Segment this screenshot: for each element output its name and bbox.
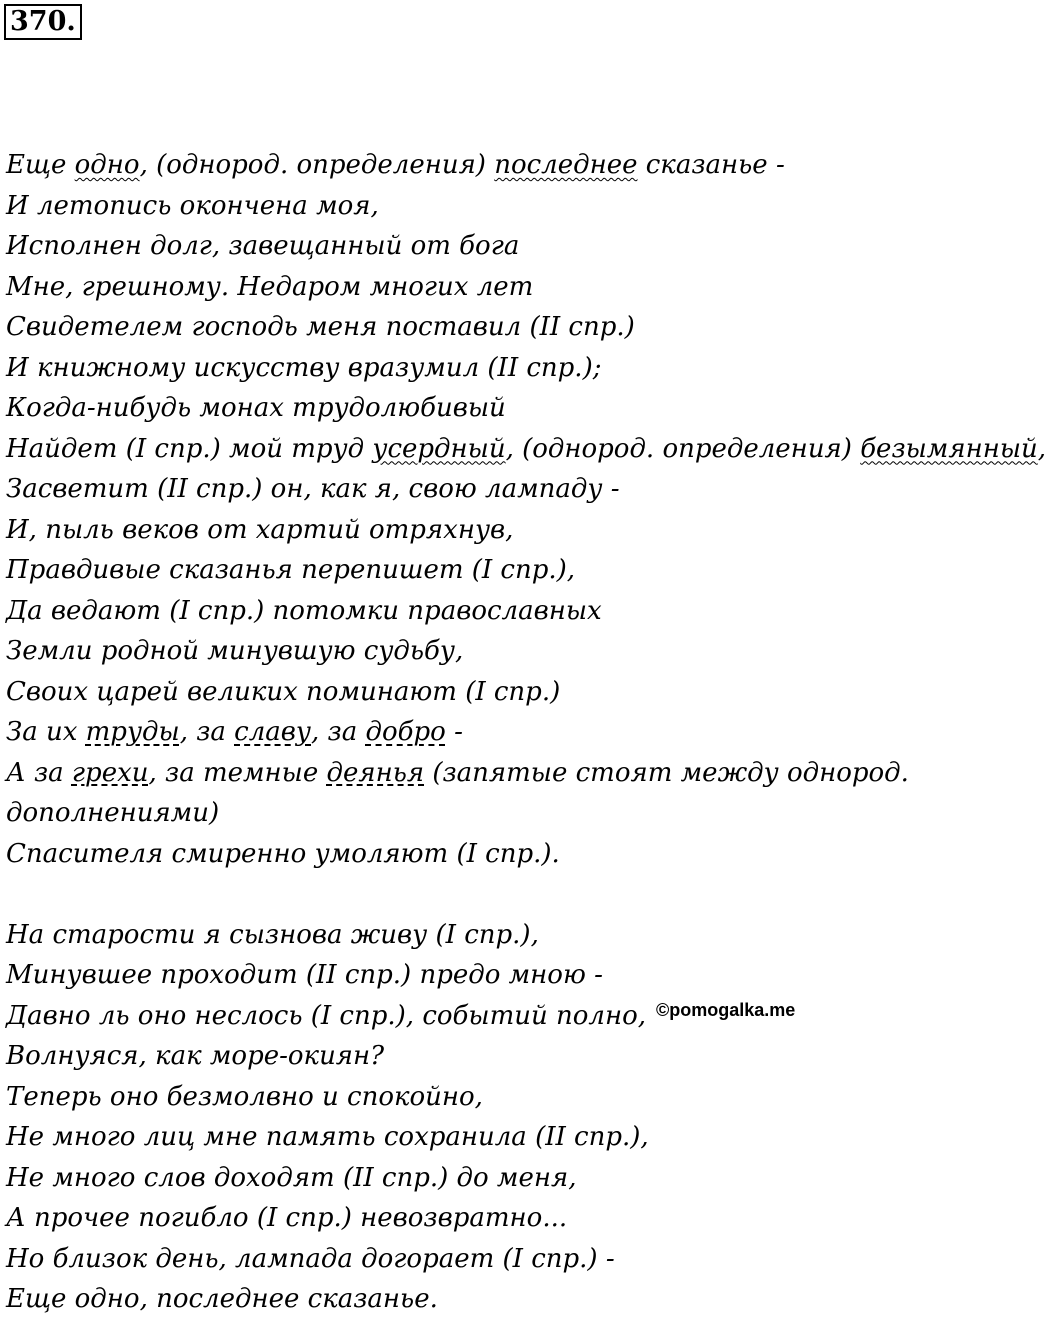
poem-line: А за грехи, за темные деянья (запятые стоят между однород. (6, 757, 909, 788)
underlined-definition: безымянный (860, 433, 1038, 464)
poem-line: Но близок день, лампада догорает (I спр.) - (6, 1243, 615, 1274)
poem-line: Исполнен долг, завещанный от бога (6, 231, 520, 261)
underlined-object: славу (234, 717, 312, 747)
underlined-definition: одно (74, 150, 140, 180)
poem-line: Еще одно, (однород. определения) последнее сказанье - (6, 150, 785, 180)
poem-line: дополнениями) (6, 798, 220, 828)
poem-line: Правдивые сказанья перепишет (I спр.), (6, 555, 576, 585)
poem-line: Засветит (II спр.) он, как я, свою лампаду - (6, 474, 620, 504)
poem-line: За их труды, за славу, за добро - (6, 717, 463, 747)
poem-line: Свидетелем господь меня поставил (II спр.) (6, 312, 635, 342)
underlined-definition: последнее (494, 150, 638, 180)
stanza-gap (6, 874, 956, 915)
underlined-definition: усердный (372, 433, 506, 464)
poem-line: Найдет (I спр.) мой труд усердный, (однород. определения) безымянный, (6, 433, 1046, 464)
poem-text (6, 145, 1046, 1320)
poem-line: Волнуяся, как море-окиян? (6, 1041, 385, 1071)
exercise-number: 370. (4, 4, 82, 40)
poem-line: И книжному искусству вразумил (II спр.); (6, 352, 602, 383)
poem-line: Когда-нибудь монах трудолюбивый (6, 393, 506, 423)
poem-line: Спасителя смиренно умоляют (I спр.). (6, 838, 560, 869)
watermark: ©pomogalka.me (656, 1000, 796, 1020)
poem-line: На старости я сызнова живу (I спр.), (6, 919, 539, 950)
poem-line: Не много лиц мне память сохранила (II спр.), (6, 1122, 649, 1152)
poem-line: И, пыль веков от хартий отряхнув, (6, 514, 514, 545)
poem-line: Мне, грешному. Недаром многих лет (6, 271, 534, 302)
poem-line: Земли родной минувшую судьбу, (6, 636, 464, 666)
poem-line: Минувшее проходит (II спр.) предо мною - (6, 960, 603, 990)
poem-line: Теперь оно безмолвно и спокойно, (6, 1081, 483, 1112)
underlined-object: добро (365, 717, 446, 747)
underlined-object: деянья (326, 757, 425, 788)
poem-line: Своих царей великих поминают (I спр.) (6, 676, 561, 707)
poem-line: Давно ль оно неслось (I спр.), событий полно, (6, 1000, 646, 1031)
underlined-object: труды (85, 717, 180, 747)
poem-line: Еще одно, последнее сказанье. (6, 1284, 438, 1314)
poem-line: Не много слов доходят (II спр.) до меня, (6, 1162, 577, 1193)
poem-line: Да ведают (I спр.) потомки православных (6, 595, 602, 626)
poem-line: И летопись окончена моя, (6, 190, 379, 221)
poem-line: А прочее погибло (I спр.) невозвратно... (6, 1203, 568, 1233)
underlined-object: грехи (71, 757, 149, 788)
